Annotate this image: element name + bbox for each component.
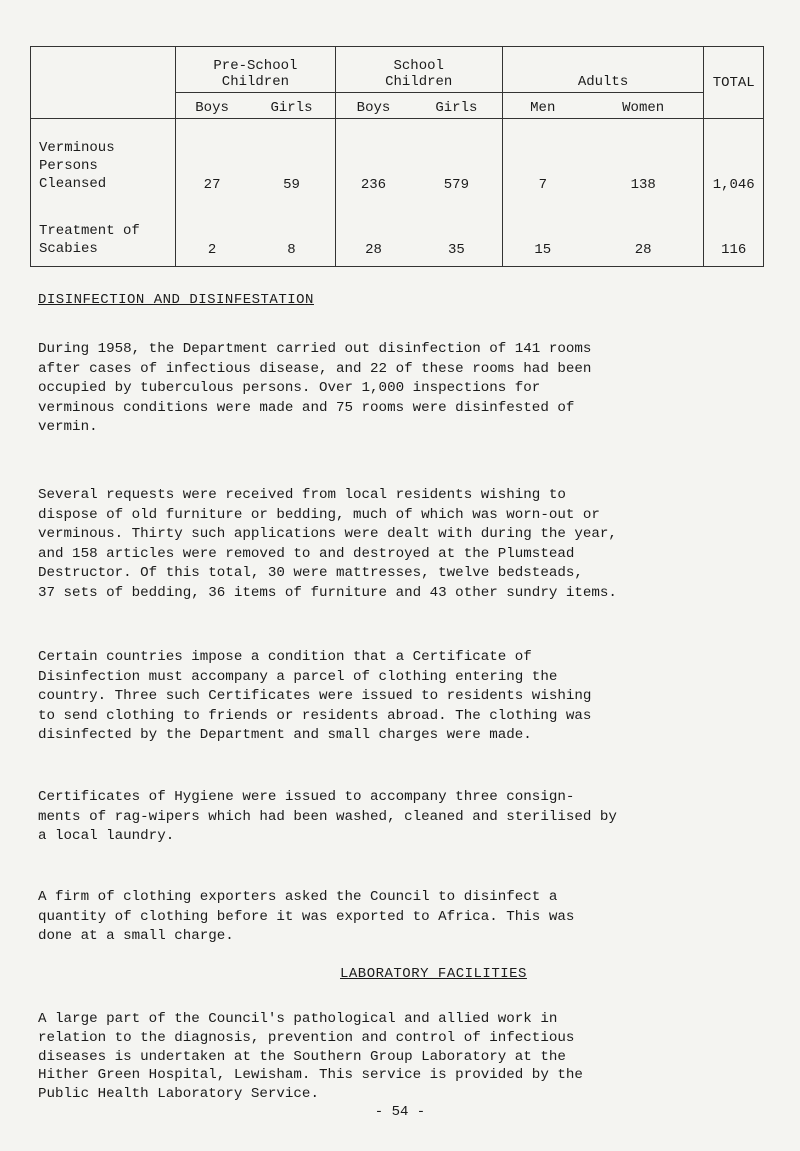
section-heading-laboratory: LABORATORY FACILITIES: [340, 966, 527, 982]
table-cell: 59: [248, 119, 335, 199]
header-adults: Adults: [502, 47, 704, 93]
paragraph: Certain countries impose a condition that a Certificate of Disinfection must accompany a parcel of clothing entering the country. Three such Certificates were issued to residents wishing to send clothing to friends or residents abroad. The clothing was disinfected by the Department and small charges were made.: [38, 649, 592, 743]
table-cell: 138: [583, 119, 704, 199]
table-row: [31, 199, 764, 267]
table-cell: 8: [248, 199, 335, 267]
paragraph: Several requests were received from local residents wishing to dispose of old furniture or bedding, much of which was worn-out or verminous. Thirty such applications were dealt with during the year, and 158 articles were removed to and destroyed at the Plumstead Destructor. Of this total, 30 were mattresses, twelve bedsteads, 37 sets of bedding, 36 items of furniture and 43 other sundry items.: [38, 487, 617, 601]
header-men: Men: [502, 93, 583, 119]
page-number: - 54 -: [374, 1104, 426, 1120]
table-row: [31, 119, 764, 199]
header-preschool-children: Pre-School Children: [176, 47, 336, 93]
paragraph: During 1958, the Department carried out disinfection of 141 rooms after cases of infectious disease, and 22 of these rooms had been occupied by tuberculous persons. Over 1,000 inspections for verminous conditions were made and 75 rooms were disinfested of vermin.: [38, 341, 592, 435]
table-corner-cell-lower: [31, 93, 176, 119]
paragraph: A large part of the Council's pathological and allied work in relation to the diagnosis, prevention and control of infectious diseases is undertaken at the Southern Group Laboratory at the Hither Green Hospital, Lewisham. This service is provided by the Public Health Laboratory Service.: [38, 1011, 583, 1103]
header-school-children: School Children: [335, 47, 502, 93]
cleansing-statistics-table: [30, 46, 764, 267]
table-cell: 2: [176, 199, 249, 267]
header-girls: Girls: [248, 93, 335, 119]
table-corner-cell: [31, 47, 176, 93]
table-cell: 579: [411, 119, 502, 199]
table-cell: 116: [704, 199, 764, 267]
table-cell: 7: [502, 119, 583, 199]
table-cell: 27: [176, 119, 249, 199]
table-cell: 236: [335, 119, 411, 199]
paragraph: A firm of clothing exporters asked the Council to disinfect a quantity of clothing before it was exported to Africa. This was done at a small charge.: [38, 889, 575, 944]
header-total: TOTAL: [704, 47, 764, 119]
header-boys: Boys: [335, 93, 411, 119]
table-cell: 15: [502, 199, 583, 267]
paragraph: Certificates of Hygiene were issued to accompany three consign- ments of rag-wipers which had been washed, cleaned and sterilised by a local laundry.: [38, 789, 617, 844]
section-heading-disinfection: DISINFECTION AND DISINFESTATION: [38, 292, 314, 308]
table-cell: 28: [583, 199, 704, 267]
row-label: Treatment of Scabies: [31, 199, 176, 267]
table-cell: 28: [335, 199, 411, 267]
header-girls: Girls: [411, 93, 502, 119]
header-women: Women: [583, 93, 704, 119]
table-cell: 1,046: [704, 119, 764, 199]
header-boys: Boys: [176, 93, 249, 119]
row-label: Verminous Persons Cleansed: [31, 119, 176, 199]
table-cell: 35: [411, 199, 502, 267]
